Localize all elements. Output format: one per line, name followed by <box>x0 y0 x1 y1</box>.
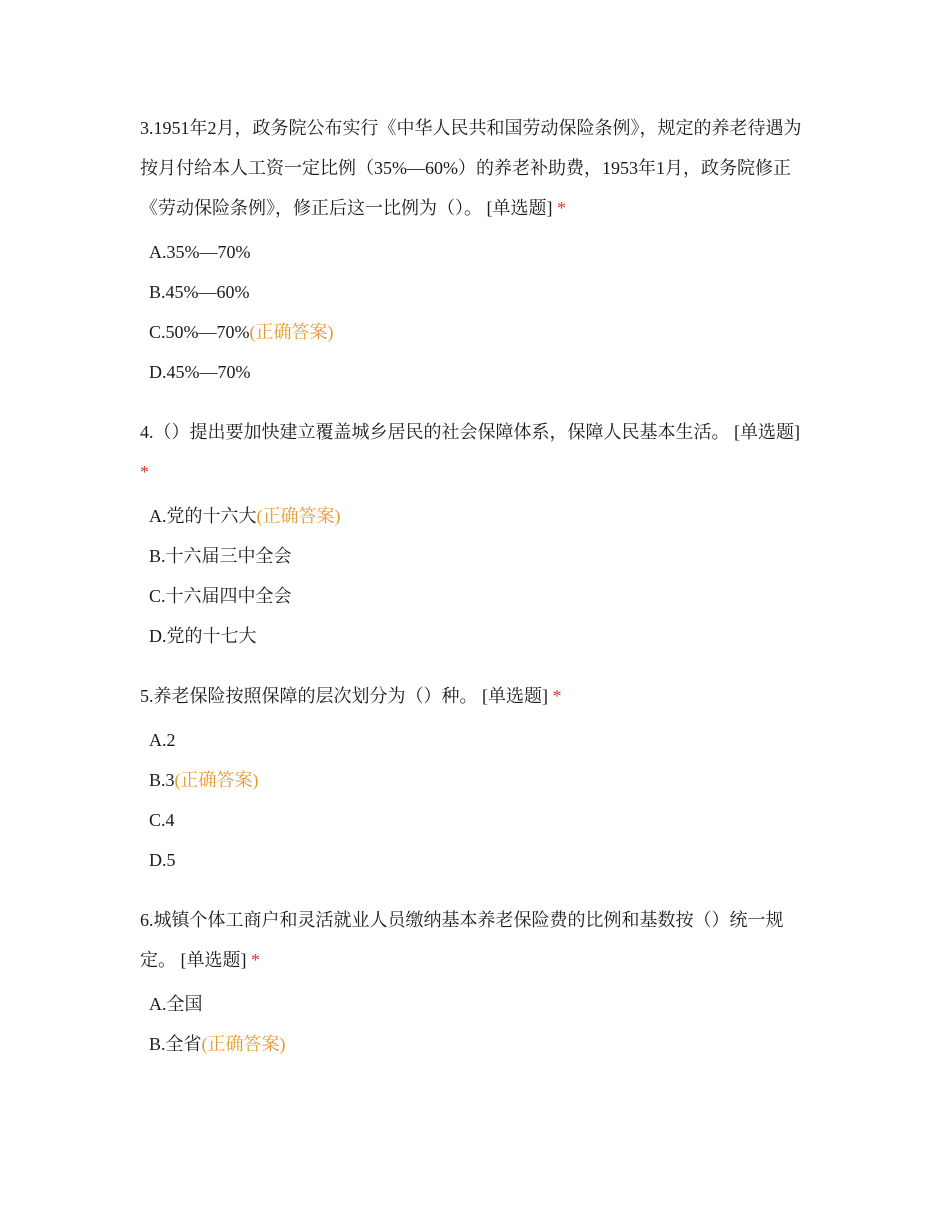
question-number: 4. <box>140 422 154 442</box>
option-b[interactable] <box>149 760 812 800</box>
option-b[interactable] <box>149 536 812 576</box>
question-type: [单选题] <box>482 686 548 706</box>
question-list <box>140 108 812 1084</box>
required-star: * <box>251 950 260 970</box>
option-d[interactable] <box>149 840 812 880</box>
option-c[interactable] <box>149 312 812 352</box>
option-a[interactable] <box>149 984 812 1024</box>
option-list <box>140 496 812 656</box>
question-text <box>140 412 812 492</box>
question-type: [单选题] <box>180 950 247 970</box>
option-label: D.党的十七大 <box>149 626 257 646</box>
question-number: 5. <box>140 686 154 706</box>
correct-answer-tag: (正确答案) <box>201 1034 286 1054</box>
question-text <box>140 900 812 980</box>
required-star: * <box>552 686 562 706</box>
correct-answer-tag: (正确答案) <box>256 506 341 526</box>
option-list <box>140 720 812 880</box>
question-body: 城镇个体工商户和灵活就业人员缴纳基本养老保险费的比例和基数按（）统一规定。 <box>140 910 784 970</box>
option-a[interactable] <box>149 496 812 536</box>
option-d[interactable] <box>149 352 812 392</box>
question-body: 养老保险按照保障的层次划分为（）种。 <box>153 686 478 706</box>
required-star: * <box>140 462 149 482</box>
correct-answer-tag: (正确答案) <box>249 322 334 342</box>
option-a[interactable] <box>149 720 812 760</box>
correct-answer-tag: (正确答案) <box>174 770 259 790</box>
option-a[interactable] <box>149 232 812 272</box>
question-type: [单选题] <box>486 198 553 218</box>
option-list <box>140 232 812 392</box>
option-label: A.党的十六大 <box>149 506 257 526</box>
question-type: [单选题] <box>734 422 800 442</box>
option-label: D.5 <box>149 850 176 870</box>
option-label: C.十六届四中全会 <box>149 586 292 606</box>
question-3 <box>140 108 812 392</box>
question-6 <box>140 900 812 1064</box>
question-body: （）提出要加快建立覆盖城乡居民的社会保障体系，保障人民基本生活。 <box>153 422 730 442</box>
question-text <box>140 108 812 228</box>
question-5 <box>140 676 812 880</box>
option-label: B.3 <box>149 770 175 790</box>
question-text <box>140 676 812 716</box>
question-number: 3. <box>140 118 154 138</box>
question-4 <box>140 412 812 656</box>
option-label: A.2 <box>149 730 176 750</box>
option-c[interactable] <box>149 576 812 616</box>
question-number: 6. <box>140 910 154 930</box>
option-c[interactable] <box>149 800 812 840</box>
option-label: B.全省 <box>149 1034 202 1054</box>
option-b[interactable] <box>149 1024 812 1064</box>
option-label: B.十六届三中全会 <box>149 546 292 566</box>
required-star: * <box>557 198 566 218</box>
option-b[interactable] <box>149 272 812 312</box>
option-label: A.全国 <box>149 994 203 1014</box>
option-label: C.50%—70% <box>149 322 250 342</box>
option-list <box>140 984 812 1064</box>
option-label: C.4 <box>149 810 175 830</box>
option-label: D.45%—70% <box>149 362 251 382</box>
option-label: B.45%—60% <box>149 282 250 302</box>
option-label: A.35%—70% <box>149 242 251 262</box>
option-d[interactable] <box>149 616 812 656</box>
question-body: 1951年2月，政务院公布实行《中华人民共和国劳动保险条例》，规定的养老待遇为按月付给本人工资一定比例（35%—60%）的养老补助费，1953年1月，政务院修正《劳动保险条例》，修正后这一比例为（）。 <box>140 118 802 218</box>
